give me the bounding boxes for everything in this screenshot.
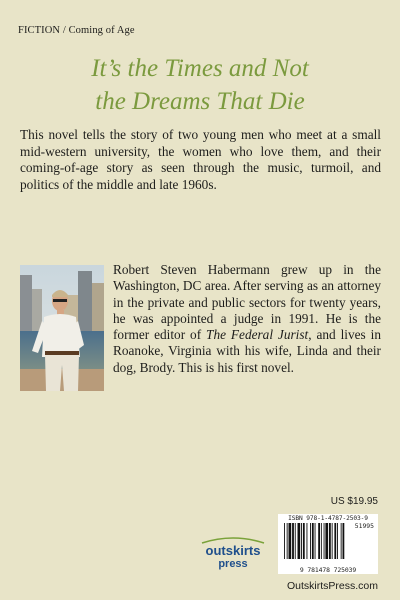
publisher-logo bbox=[198, 535, 268, 571]
barcode-bar bbox=[318, 523, 320, 559]
barcode-bar bbox=[292, 523, 294, 559]
barcode-bar bbox=[310, 523, 311, 559]
barcode-bar bbox=[301, 523, 302, 559]
barcode-bars bbox=[280, 523, 376, 567]
barcode-bar bbox=[303, 523, 305, 559]
publisher-name-line-2: press bbox=[218, 558, 248, 570]
barcode-bar bbox=[295, 523, 296, 559]
barcode-bar bbox=[287, 523, 288, 559]
category-label: FICTION / Coming of Age bbox=[18, 25, 135, 36]
barcode-number: 9 781478 725039 bbox=[299, 566, 357, 574]
price-label: US $19.95 bbox=[330, 496, 378, 507]
book-title bbox=[10, 52, 390, 118]
isbn-text: ISBN 978-1-4787-2503-9 bbox=[288, 515, 368, 522]
book-blurb: This novel tells the story of two young men who meet at a small mid-western university, the women who love them, and their coming-of-age story as seen through the music, turmoil, and politics of the middle and late 1960s. bbox=[20, 127, 381, 192]
barcode-bar bbox=[298, 523, 301, 559]
barcode-bar bbox=[325, 523, 328, 559]
barcode-bar bbox=[289, 523, 292, 559]
isbn-barcode bbox=[278, 514, 378, 574]
barcode-bar bbox=[312, 523, 314, 559]
author-bio bbox=[113, 262, 381, 376]
price-code: 51995 bbox=[354, 522, 374, 530]
barcode-bar bbox=[343, 523, 345, 559]
barcode-bar bbox=[315, 523, 316, 559]
publisher-name-line-1: outskirts bbox=[205, 543, 261, 558]
book-title-line-2: the Dreams That Die bbox=[95, 88, 305, 115]
author-bio-text-2: , and lives in Roanoke, Virginia with his wife, Linda and their dog, Brody. This is his first novel. bbox=[113, 327, 381, 375]
book-title-line-1: It’s the Times and Not bbox=[91, 55, 309, 82]
publisher-website: OutskirtsPress.com bbox=[286, 580, 378, 592]
barcode-bar bbox=[334, 523, 336, 559]
author-bio-text-1: Robert Steven Habermann grew up in the Washington, DC area. After serving as an attorney in the private and public sectors for twenty years, he was appointed a judge in 1991. He is the former editor of bbox=[113, 262, 381, 343]
barcode-bar bbox=[321, 523, 322, 559]
barcode-bar bbox=[329, 523, 331, 559]
barcode-bar bbox=[341, 523, 342, 559]
barcode-bar bbox=[284, 523, 285, 559]
journal-title: The Federal Jurist bbox=[206, 327, 309, 343]
author-photo bbox=[20, 265, 104, 391]
barcode-bar bbox=[324, 523, 325, 559]
barcode-bar bbox=[337, 523, 338, 559]
barcode-bar bbox=[307, 523, 308, 559]
barcode-bar bbox=[332, 523, 333, 559]
